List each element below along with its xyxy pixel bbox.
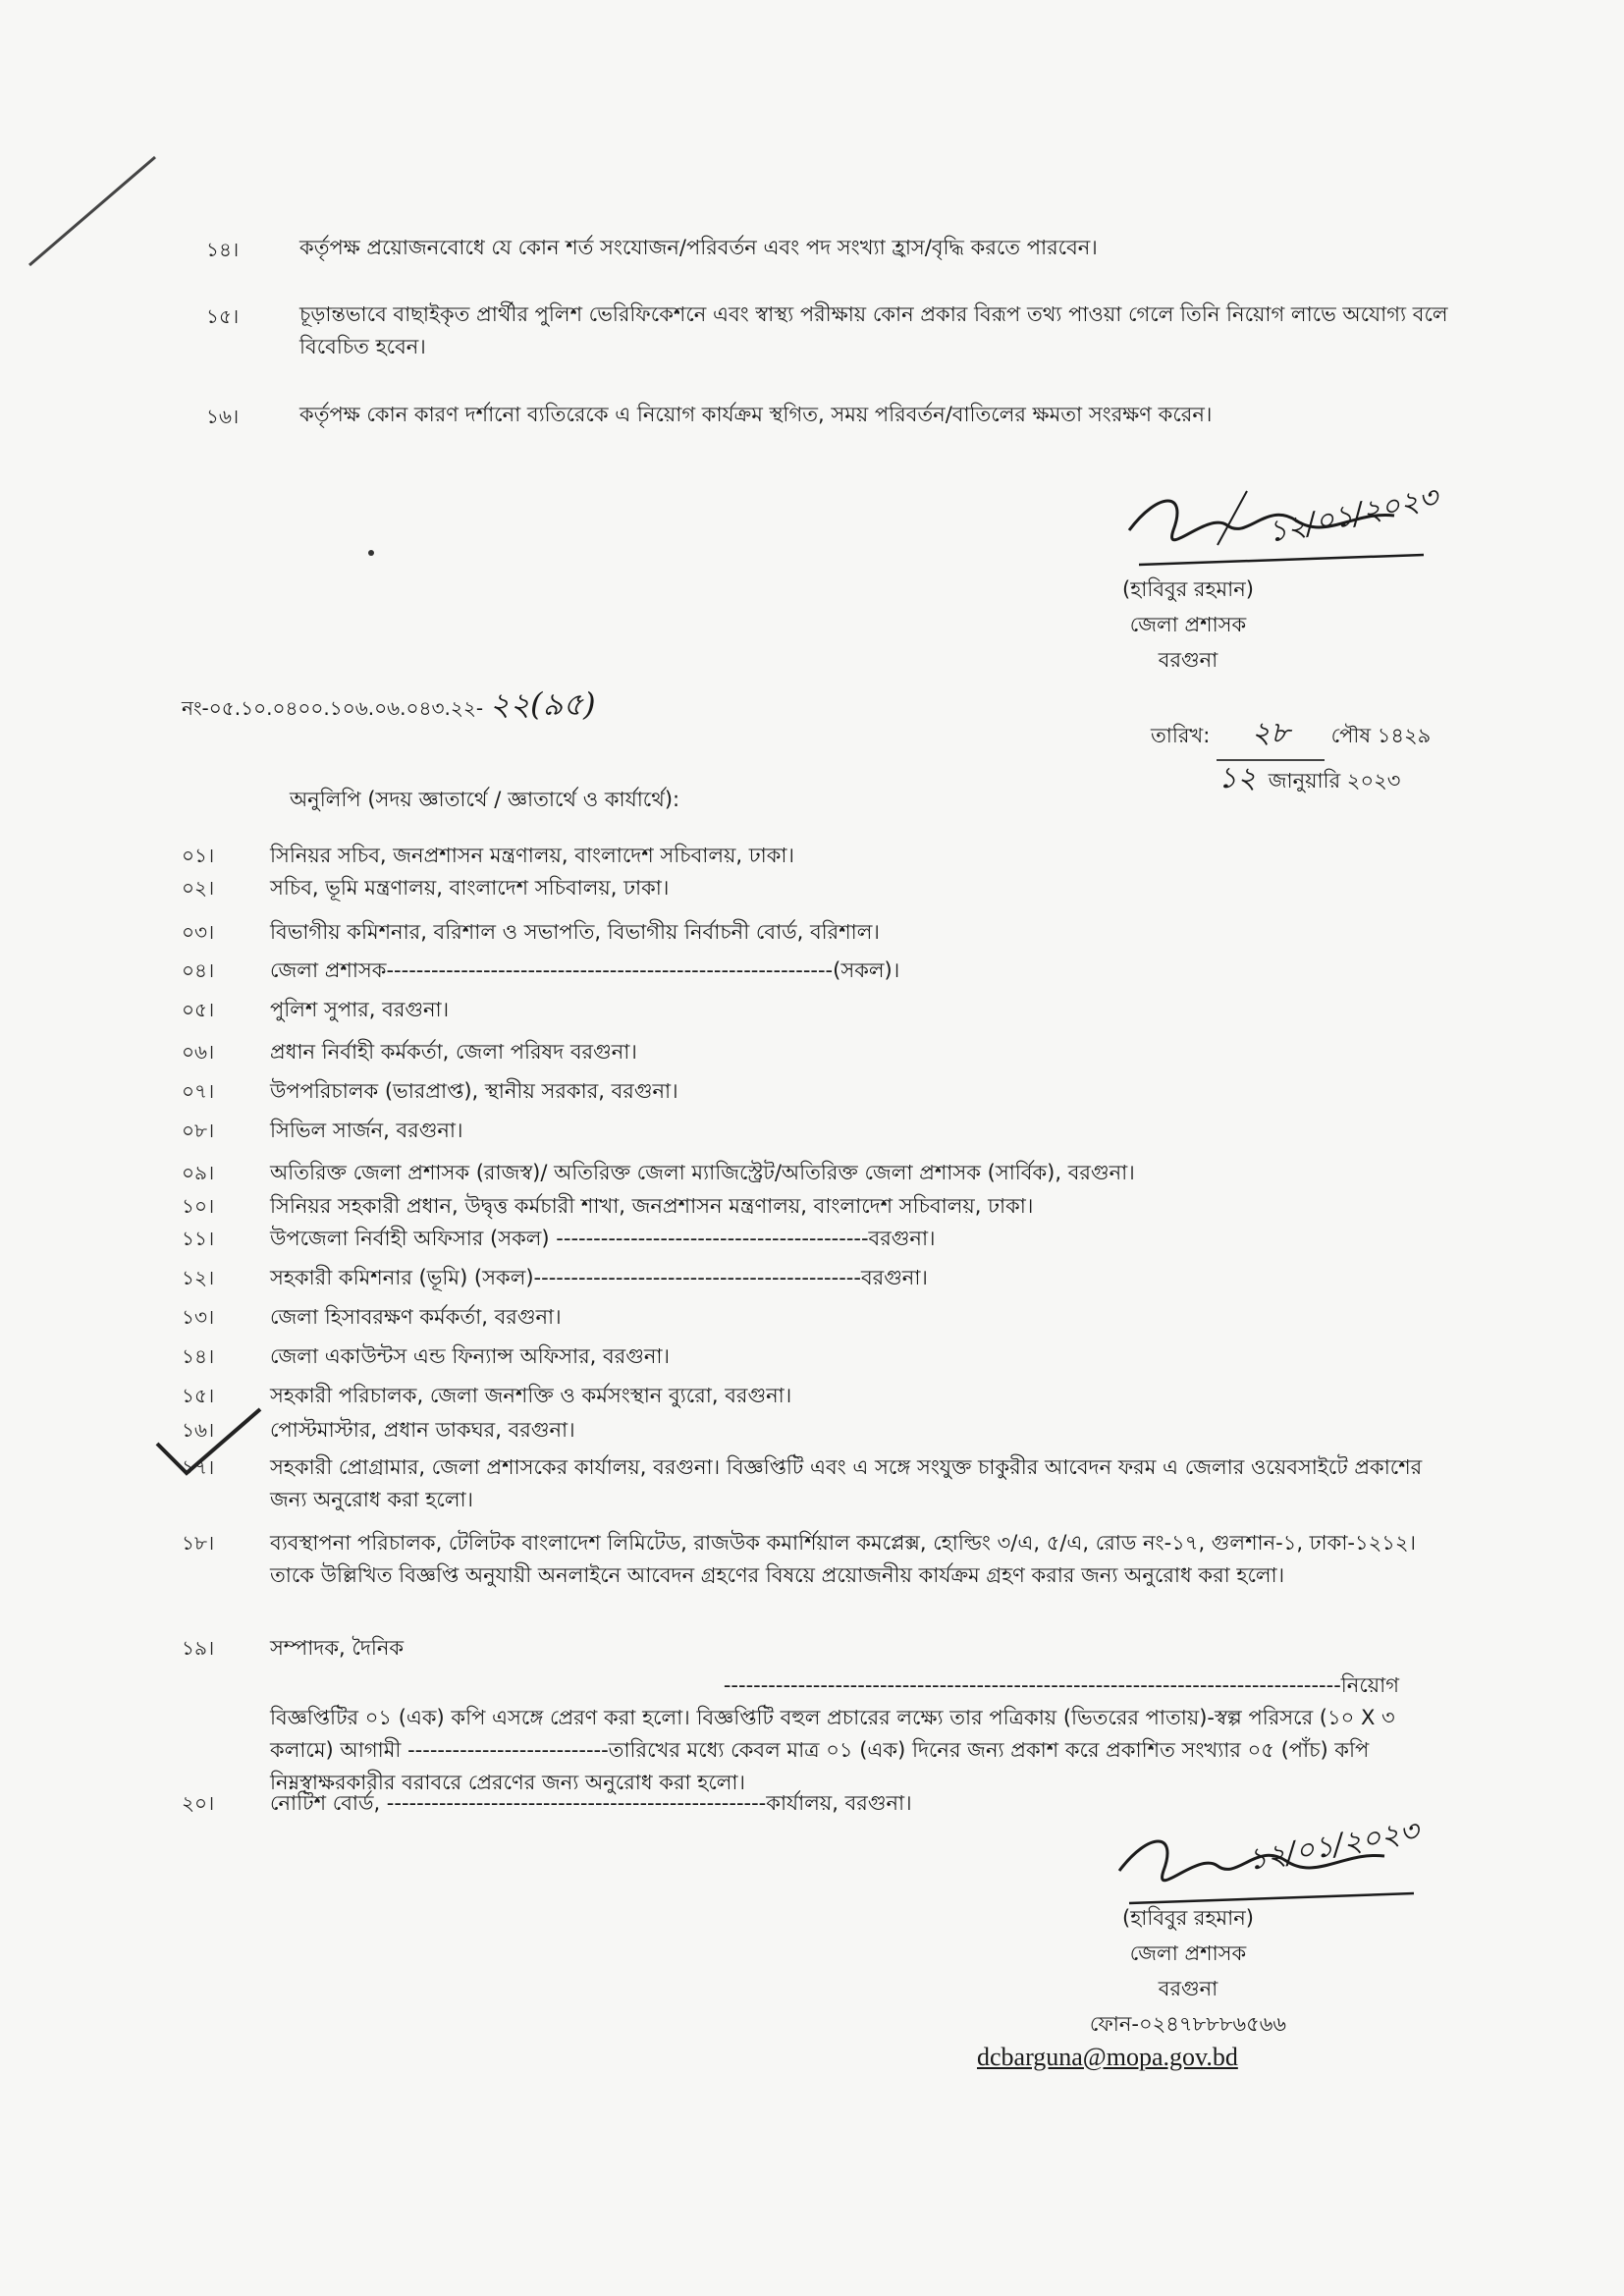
memo-number	[182, 680, 596, 733]
condition-number: ১৬।	[206, 405, 240, 428]
signatory-email: dcbarguna@mopa.gov.bd	[977, 2043, 1238, 2071]
signatory-name: (হাবিবুর রহমান)	[1122, 577, 1254, 601]
stray-mark	[368, 550, 374, 556]
date-eng-rest: জানুয়ারি ২০২৩	[1268, 769, 1401, 793]
signatory-designation: জেলা প্রশাসক	[1129, 1941, 1247, 1965]
signature-date-mark: ১২/০১/২০২৩	[1265, 480, 1441, 550]
signature-block-2	[1051, 1900, 1326, 2042]
date-english	[1213, 754, 1400, 804]
signatory-place: বরগুনা	[1158, 648, 1218, 672]
check-mark	[152, 1404, 270, 1483]
condition-number: ১৪।	[206, 238, 240, 261]
signature-block-1	[1090, 572, 1286, 678]
date-bangla-rest: পৌষ ১৪২৯	[1330, 724, 1432, 747]
document-page: ১৪। কর্তৃপক্ষ প্রয়োজনবোধে যে কোন শর্ত সংযোজন/পরিবর্তন এবং পদ সংখ্যা হ্রাস/বৃদ্ধি করতে পারবেন। ১৫। চূড়ান্তভাবে বাছাইকৃত প্রার্থীর পুলিশ ভেরিফিকেশনে এবং স্বাস্থ্য পরীক্ষায় কোন প্রকার বিরূপ তথ্য পাওয়া গেলে তিনি নিয়োগ লাভে অযোগ্য বলে বিবেচিত হবেন। ১৬। কর্তৃপক্ষ কোন কারণ দর্শানো ব্যতিরেকে এ নিয়োগ কার্যক্রম স্থগিত, সময় পরিবর্তন/বাতিলের ক্ষমতা সংরক্ষণ করেন। ১২/০১/২০২৩ (হাবিবুর রহমান) জেলা প্রশাসক বরগুনা নং-০৫.১০.০৪০০.১০৬.০৬.০৪৩.২২- ২২(৯৫) তারিখ: ২৮ পৌষ ১৪২৯ ১২ জানুয়ারি ২০২৩ অনুলিপি (সদয় জ্ঞাতার্থে / জ্ঞাতার্থে ও কার্যার্থে): ০১। সিনিয়র সচিব, জনপ্রশাসন মন্ত্রণালয়, বাংলাদেশ সচিবালয়, ঢাকা। ০২। সচিব, ভূমি মন্ত্রণালয়, বাংলাদেশ সচিবালয়, ঢাকা। ০৩। বিভাগীয় কমিশনার, বরিশাল ও সভাপতি, বিভাগীয় নির্বাচনী বোর্ড, বরিশাল। ০৪। জেলা প্রশাসক------------------------------------------------------------(সকল)। ০৫। পুলিশ সুপার, বরগুনা। ০৬। প্রধান নির্বাহী কর্মকর্তা, জেলা পরিষদ বরগুনা। ০৭। উপপরিচালক (ভারপ্রাপ্ত), স্থানীয় সরকার, বরগুনা। ০৮। সিভিল সার্জন, বরগুনা। ০৯। অতিরিক্ত জেলা প্রশাসক (রাজস্ব)/ অতিরিক্ত জেলা ম্যাজিস্ট্রেট/অতিরিক্ত জেলা প্রশাসক (সার্বিক), বরগুনা। ১০। সিনিয়র সহকারী প্রধান, উদ্বৃত্ত কর্মচারী শাখা, জনপ্রশাসন মন্ত্রণালয়, বাংলাদেশ সচিবালয়, ঢাকা। ১১। উপজেলা নির্বাহী অফিসার (সকল) ------------------------------------------বরগুনা। ১২। সহকারী কমিশনার (ভূমি) (সকল)--------------------------------------------বরগুনা। ১৩। জেলা হিসাবরক্ষণ কর্মকর্তা, বরগুনা। ১৪। জেলা একাউন্টস এন্ড ফিন্যান্স অফিসার, বরগুনা। ১৫। সহকারী পরিচালক, জেলা জনশক্তি ও কর্মসংস্থান ব্যুরো, বরগুনা। ১৬। পোস্টমাস্টার, প্রধান ডাকঘর, বরগুনা। ১৭। সহকারী প্রোগ্রামার, জেলা প্রশাসকের কার্যালয়, বরগুনা। বিজ্ঞপ্তিটি এবং এ সঙ্গে সংযুক্ত চাকুরীর আবেদন ফরম এ জেলার ওয়েবসাইটে প্রকাশের জন্য অনুরোধ করা হলো। ১৮। ব্যবস্থাপনা পরিচালক, টেলিটক বাংলাদেশ লিমিটেড, রাজউক কমার্শিয়াল কমপ্লেক্স, হোল্ডিং ৩/এ, ৫/এ, রোড নং-১৭, গুলশান-১, ঢাকা-১২১২। তাকে উল্লিখিত বিজ্ঞপ্তি অনুযায়ী অনলাইনে আবেদন গ্রহণের বিষয়ে প্রয়োজনীয় কার্যক্রম গ্রহণ করার জন্য অনুরোধ করা হলো। ১৯। সম্পাদক, দৈনিক -----------------------------------------------------------------------------------নিয়োগ বিজ্ঞপ্তিটির ০১ (এক) কপি এসঙ্গে প্রেরণ করা হলো। বিজ্ঞপ্তিটি বহুল প্রচারের লক্ষ্যে তার পত্রিকায় (ভিতরের পাতায়)-স্বল্প পরিসরে (১০ X ৩ কলামে) আগামী ---------------------------তারিখের মধ্যে কেবল মাত্র ০১ (এক) দিনের জন্য প্রকাশ করে প্রকাশিত সংখ্যার ০৫ (পাঁচ) কপি নিম্নস্বাক্ষরকারীর বরাবরে প্রেরণের জন্য অনুরোধ করা হলো। ২০। নোটিশ বোর্ড, ---------------------------------------------------কার্যালয়, বরগুনা। ১২/০১/২০২৩ (হাবিবুর রহমান) জেলা প্রশাসক বরগুনা ফোন-০২৪৭৮৮৮৬৫৬৬ dcbarguna@mopa.gov.bd	[0, 0, 1624, 2296]
memo-number-printed: নং-০৫.১০.০৪০০.১০৬.০৬.০৪৩.২২-	[182, 696, 484, 720]
cc-19-dashes: -----------------------------------------------------------------------------------নিয়োগ	[723, 1673, 1399, 1697]
signature-date-mark: ১২/০১/২০২৩	[1245, 1813, 1422, 1879]
signatory-name: (হাবিবুর রহমান)	[1122, 1906, 1254, 1930]
signatory-designation: জেলা প্রশাসক	[1129, 613, 1247, 636]
condition-text: চূড়ান্তভাবে বাছাইকৃত প্রার্থীর পুলিশ ভেরিফিকেশনে এবং স্বাস্থ্য পরীক্ষায় কোন প্রকার বিরূপ তথ্য পাওয়া গেলে তিনি নিয়োগ লাভে অযোগ্য বলে বিবেচিত হবেন।	[299, 302, 1448, 358]
condition-text: কর্তৃপক্ষ প্রয়োজনবোধে যে কোন শর্ত সংযোজন/পরিবর্তন এবং পদ সংখ্যা হ্রাস/বৃদ্ধি করতে পারবেন।	[299, 236, 1098, 259]
signatory-place: বরগুনা	[1158, 1977, 1218, 2000]
cc-heading: অনুলিপি (সদয় জ্ঞাতার্থে / জ্ঞাতার্থে ও কার্যার্থে):	[290, 788, 680, 811]
date-eng-day: ১২	[1218, 761, 1257, 795]
date-bangla-day: ২৮	[1217, 709, 1325, 761]
date-label: তারিখ:	[1151, 724, 1211, 747]
page-fold-mark	[27, 147, 165, 285]
signatory-phone: ফোন-০২৪৭৮৮৮৬৫৬৬	[1089, 2012, 1287, 2036]
memo-number-handwritten: ২২(৯৫)	[489, 685, 596, 723]
condition-text: কর্তৃপক্ষ কোন কারণ দর্শানো ব্যতিরেকে এ নিয়োগ কার্যক্রম স্থগিত, সময় পরিবর্তন/বাতিলের ক্ষমতা সংরক্ষণ করেন।	[299, 403, 1213, 426]
condition-number: ১৫।	[206, 304, 240, 328]
